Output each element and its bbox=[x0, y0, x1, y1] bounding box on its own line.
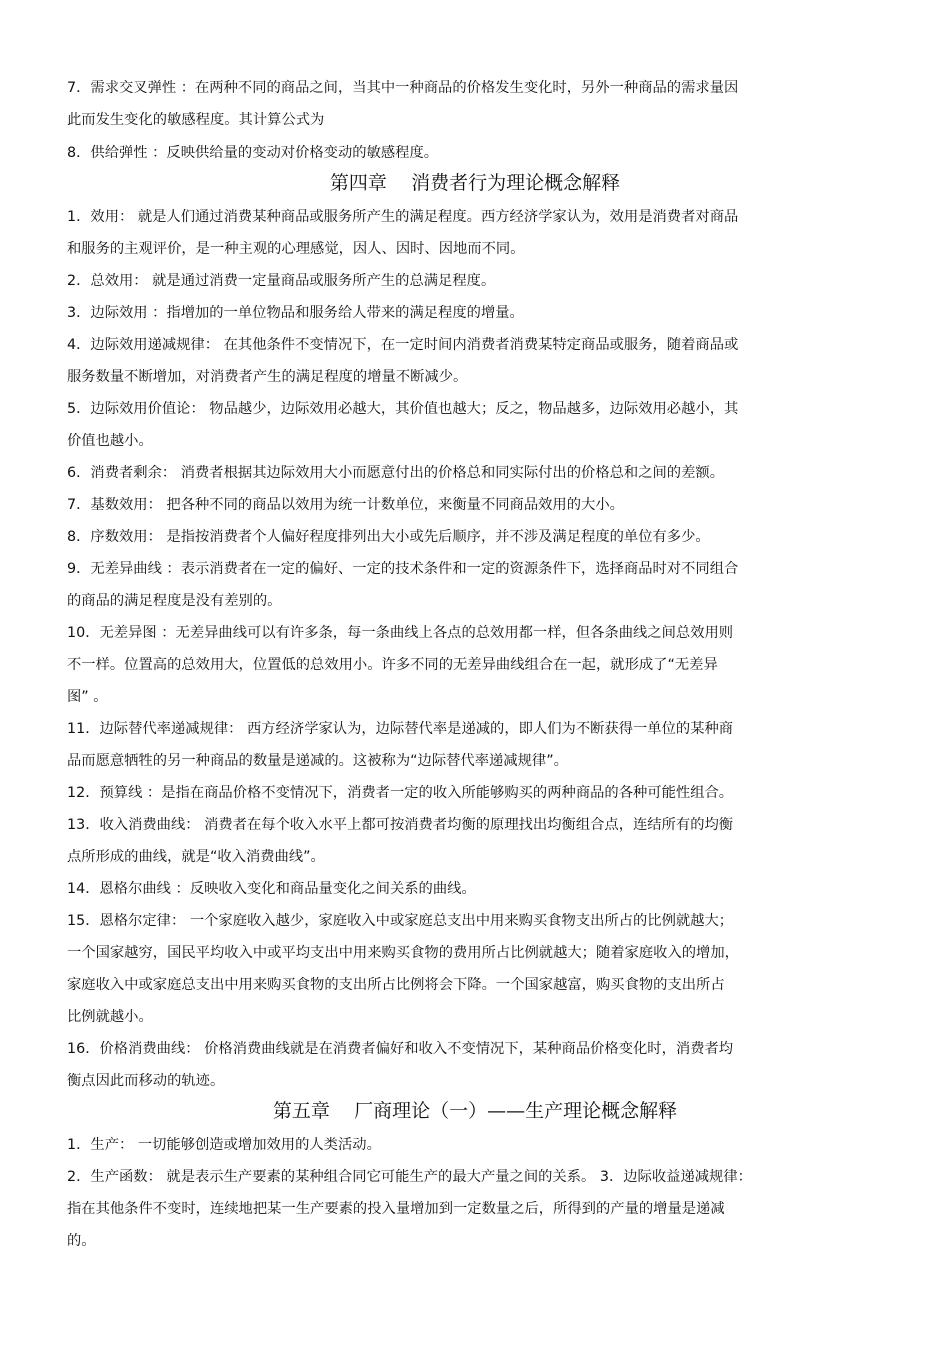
paragraph-line: 12．预算线 ：是指在商品价格不变情况下，消费者一定的收入所能够购买的两种商品的各种可能性组合。 bbox=[67, 785, 734, 801]
chapter-heading: 第五章 厂商理论（一）——生产理论概念解释 bbox=[272, 1100, 678, 1122]
paragraph-line: 7．需求交叉弹性 ：在两种不同的商品之间，当其中一种商品的价格发生变化时，另外一种商品的需求量因 bbox=[67, 80, 739, 96]
paragraph-line: 8．供给弹性 ：反映供给量的变动对价格变动的敏感程度。 bbox=[67, 145, 439, 161]
paragraph-line: 品而愿意牺牲的另一种商品的数量是递减的。这被称为“边际替代率递减规律”。 bbox=[67, 753, 568, 769]
paragraph-line: 的商品的满足程度是没有差别的。 bbox=[67, 593, 282, 609]
paragraph-line: 16．价格消费曲线： 价格消费曲线就是在消费者偏好和收入不变情况下，某种商品价格变化时，消费者均 bbox=[67, 1041, 734, 1057]
paragraph-line: 比例就越小。 bbox=[67, 1009, 153, 1025]
paragraph-line: 10．无差异图 ：无差异曲线可以有许多条，每一条曲线上各点的总效用都一样，但各条曲线之间总效用则 bbox=[67, 625, 734, 641]
paragraph-line: 7．基数效用： 把各种不同的商品以效用为统一计数单位，来衡量不同商品效用的大小。 bbox=[67, 497, 624, 513]
paragraph-line: 2．生产函数： 就是表示生产要素的某种组合同它可能生产的最大产量之间的关系。 3．边际收益递减规律： bbox=[67, 1169, 752, 1185]
paragraph-line: 图” 。 bbox=[67, 689, 108, 705]
paragraph-line: 服务数量不断增加，对消费者产生的满足程度的增量不断减少。 bbox=[67, 369, 468, 385]
paragraph-line: 3．边际效用 ：指增加的一单位物品和服务给人带来的满足程度的增量。 bbox=[67, 305, 524, 321]
paragraph-line: 13．收入消费曲线： 消费者在每个收入水平上都可按消费者均衡的原理找出均衡组合点，连结所有的均衡 bbox=[67, 817, 734, 833]
paragraph-line: 9．无差异曲线 ：表示消费者在一定的偏好、一定的技术条件和一定的资源条件下，选择商品时对不同组合 bbox=[67, 561, 739, 577]
paragraph-line: 价值也越小。 bbox=[67, 433, 153, 449]
paragraph-line: 15．恩格尔定律： 一个家庭收入越少，家庭收入中或家庭总支出中用来购买食物支出所占的比例就越大； bbox=[67, 913, 734, 929]
paragraph-line: 2．总效用： 就是通过消费一定量商品或服务所产生的总满足程度。 bbox=[67, 273, 496, 289]
paragraph-line: 8．序数效用： 是指按消费者个人偏好程度排列出大小或先后顺序，并不涉及满足程度的单位有多少。 bbox=[67, 529, 710, 545]
paragraph-line: 家庭收入中或家庭总支出中用来购买食物的支出所占比例将会下降。一个国家越富，购买食物的支出所占 bbox=[67, 977, 725, 993]
paragraph-line: 1．效用： 就是人们通过消费某种商品或服务所产生的满足程度。西方经济学家认为，效用是消费者对商品 bbox=[67, 209, 739, 225]
paragraph-line: 5．边际效用价值论： 物品越少，边际效用必越大，其价值也越大；反之，物品越多，边际效用必越小，其 bbox=[67, 401, 739, 417]
chapter-heading: 第四章 消费者行为理论概念解释 bbox=[329, 172, 621, 194]
paragraph-line: 4．边际效用递减规律： 在其他条件不变情况下，在一定时间内消费者消费某特定商品或服务，随着商品或 bbox=[67, 337, 739, 353]
paragraph-line: 不一样。位置高的总效用大，位置低的总效用小。许多不同的无差异曲线组合在一起，就形成了“无差异 bbox=[67, 657, 718, 673]
paragraph-line: 点所形成的曲线，就是“收入消费曲线”。 bbox=[67, 849, 325, 865]
paragraph-line: 和服务的主观评价，是一种主观的心理感觉，因人、因时、因地而不同。 bbox=[67, 241, 525, 257]
paragraph-line: 14．恩格尔曲线 ：反映收入变化和商品量变化之间关系的曲线。 bbox=[67, 881, 476, 897]
paragraph-line: 此而发生变化的敏感程度。其计算公式为 bbox=[67, 112, 325, 128]
paragraph-line: 的。 bbox=[67, 1233, 96, 1249]
paragraph-line: 6．消费者剩余： 消费者根据其边际效用大小而愿意付出的价格总和同实际付出的价格总和之间的差额。 bbox=[67, 465, 724, 481]
paragraph-line: 一个国家越穷，国民平均收入中或平均支出中用来购买食物的费用所占比例就越大；随着家庭收入的增加， bbox=[67, 945, 739, 961]
paragraph-line: 11．边际替代率递减规律： 西方经济学家认为，边际替代率是递减的，即人们为不断获得一单位的某种商 bbox=[67, 721, 734, 737]
paragraph-line: 1．生产： 一切能够创造或增加效用的人类活动。 bbox=[67, 1137, 381, 1153]
paragraph-line: 衡点因此而移动的轨迹。 bbox=[67, 1073, 225, 1089]
paragraph-line: 指在其他条件不变时，连续地把某一生产要素的投入量增加到一定数量之后，所得到的产量的增量是递减 bbox=[67, 1201, 725, 1217]
